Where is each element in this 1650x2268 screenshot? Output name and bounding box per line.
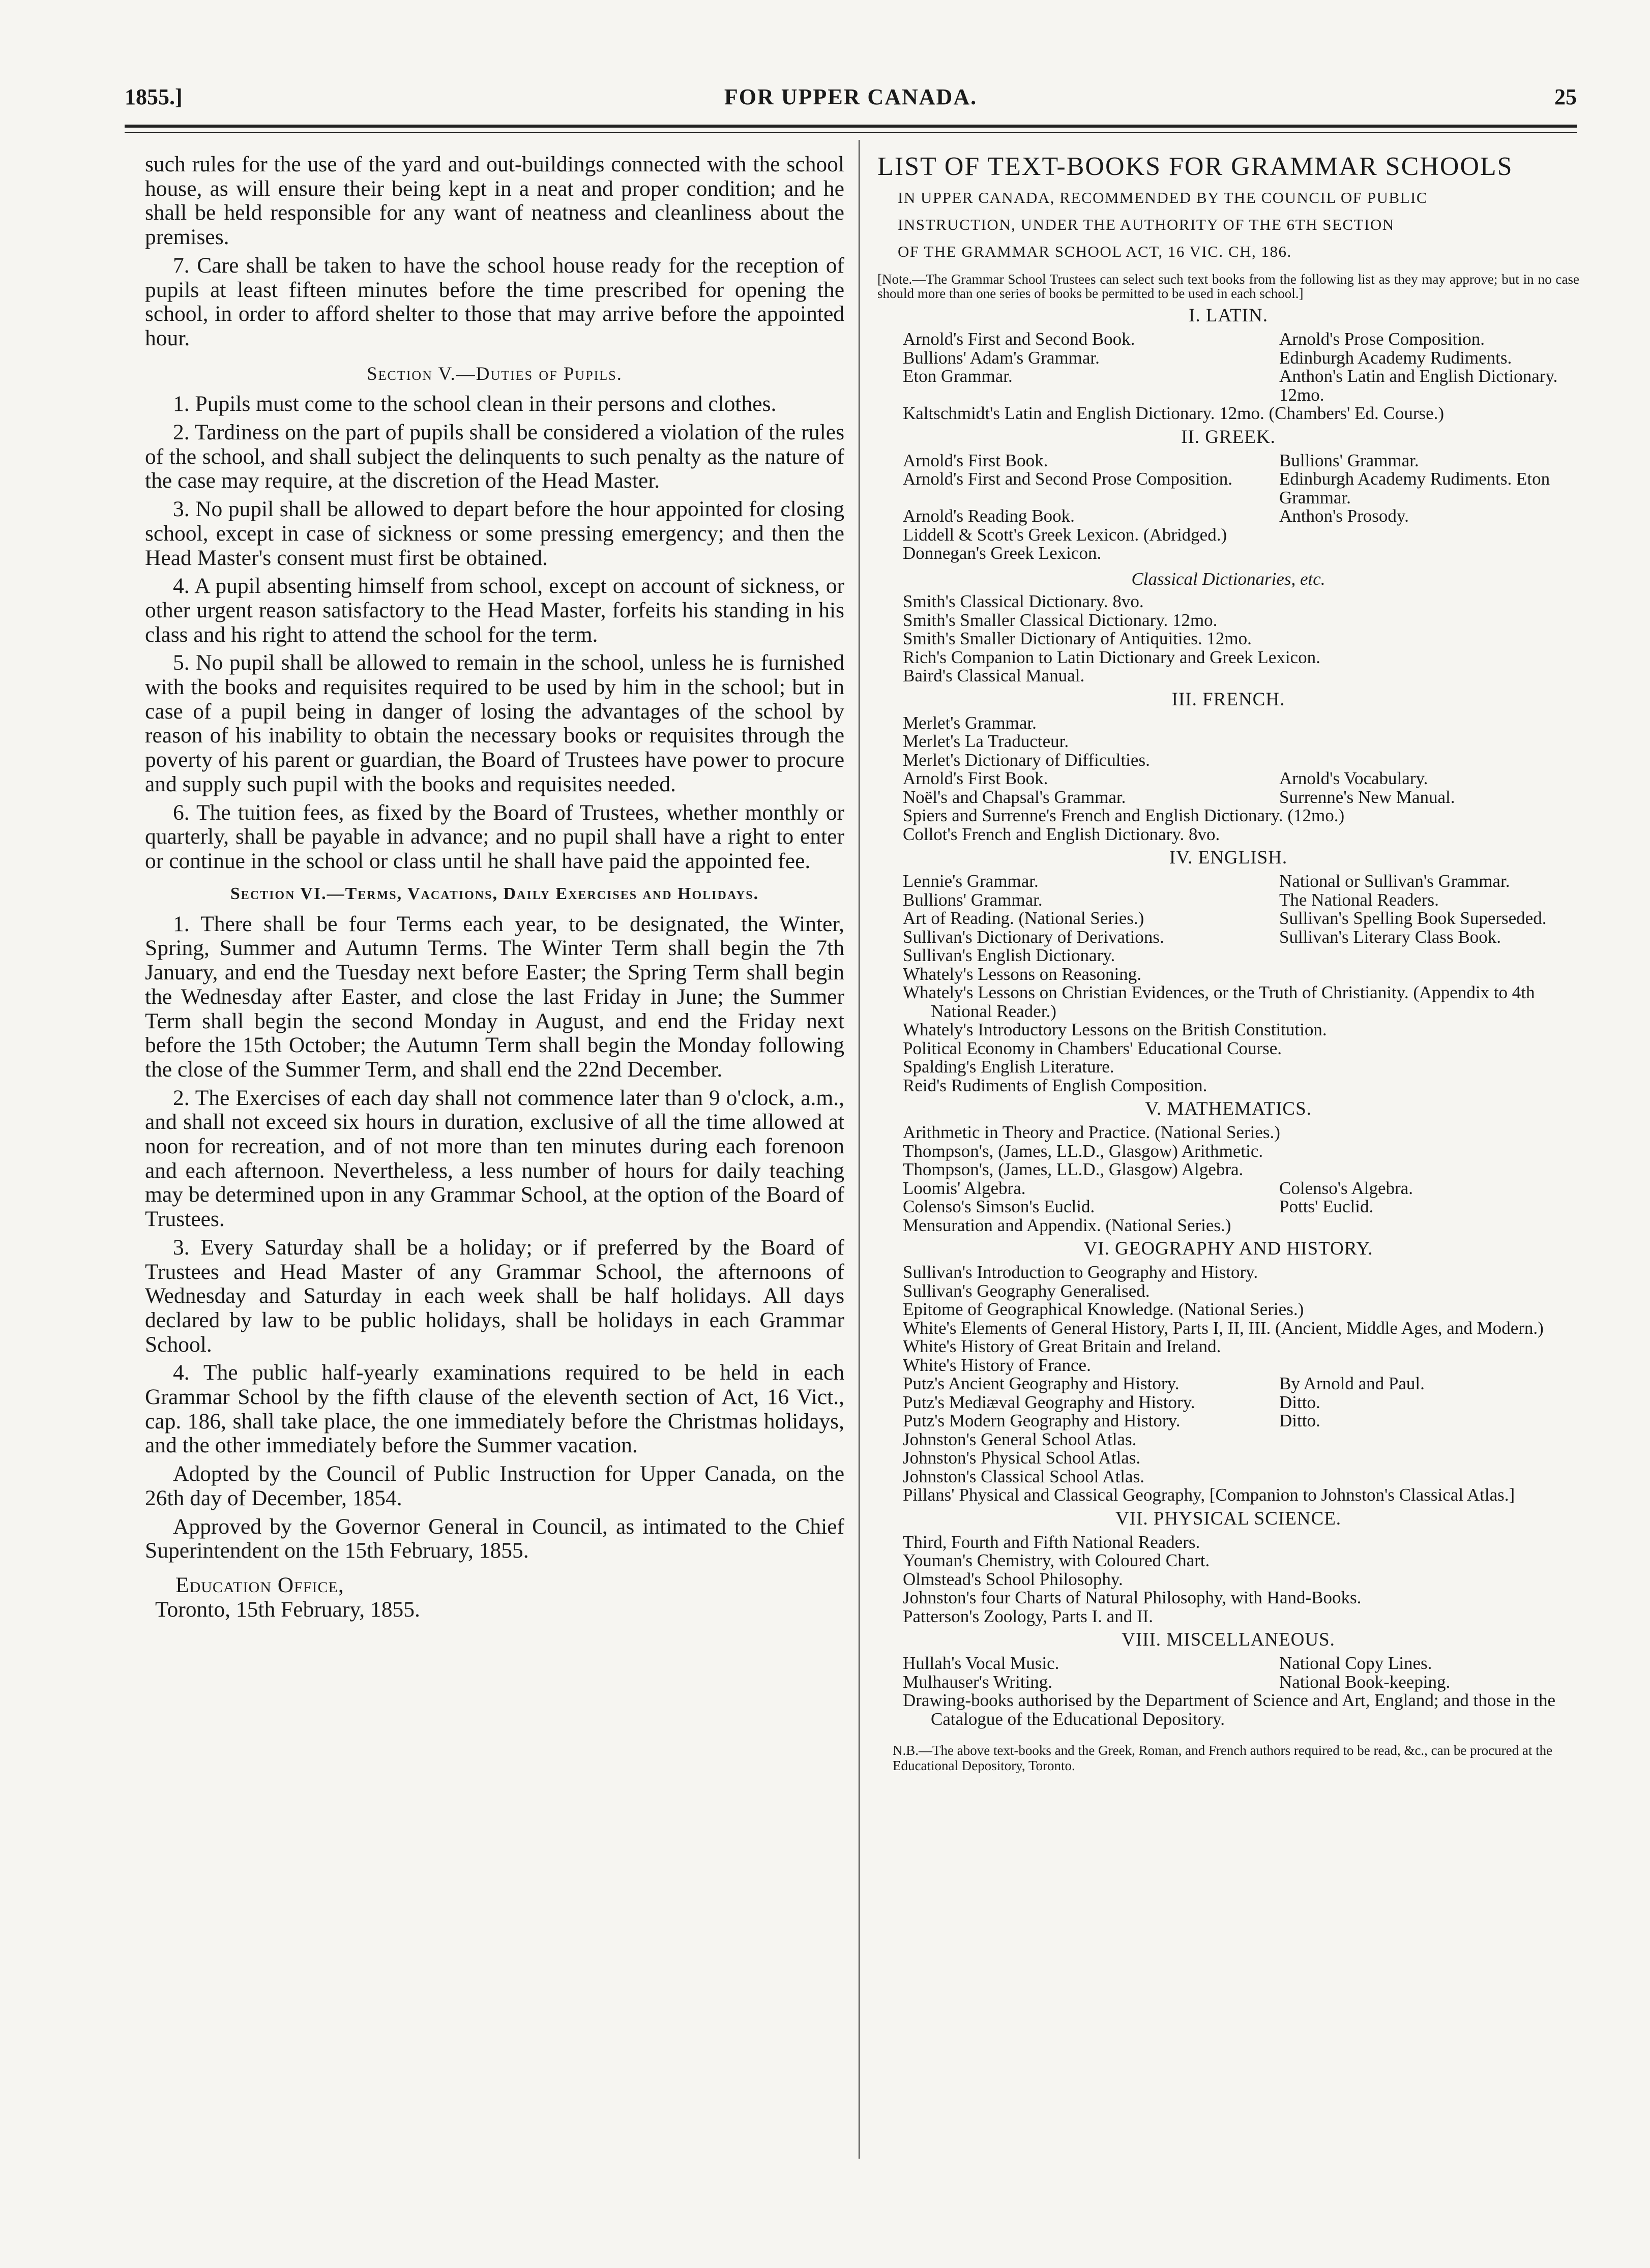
book-entry: Anthon's Latin and English Dictionary. 12mo. (1279, 366, 1558, 405)
section-6-heading: Section VI.—Terms, Vacations, Daily Exercises and Holidays. (230, 884, 759, 903)
book-entry: National Book-keeping. (1279, 1672, 1451, 1692)
greek-heading: II. GREEK. (1181, 426, 1276, 447)
book-entry: The National Readers. (1279, 889, 1439, 910)
book-entry: Spalding's English Literature. (903, 1057, 1114, 1077)
book-entry: Johnston's General School Atlas. (903, 1429, 1137, 1449)
approved-paragraph: Approved by the Governor General in Council, as intimated to the Chief Superintendent on the 15th February, 1855. (145, 1514, 844, 1563)
book-entry: Merlet's Dictionary of Difficulties. (903, 750, 1150, 770)
latin-heading: I. LATIN. (1189, 305, 1268, 326)
book-entry: National Copy Lines. (1279, 1653, 1432, 1673)
book-entry: Mulhauser's Writing. (903, 1672, 1052, 1692)
book-entry: Ditto. (1279, 1411, 1320, 1430)
book-entry: Sullivan's Introduction to Geography and History. (903, 1262, 1258, 1282)
book-row (903, 1412, 1579, 1430)
english-heading: IV. ENGLISH. (1169, 847, 1288, 868)
section-5-item: 1. Pupils must come to the school clean in their persons and clothes. (173, 392, 777, 416)
signature-office: Education Office, (175, 1572, 344, 1597)
book-entry: Sullivan's Literary Class Book. (1279, 927, 1501, 947)
column-divider (859, 140, 860, 2159)
list-subtitle-line: INSTRUCTION, UNDER THE AUTHORITY OF THE 6TH SECTION (898, 216, 1395, 233)
book-entry: Colenso's Algebra. (1279, 1178, 1413, 1198)
book-entry: Arnold's Prose Composition. (1279, 329, 1485, 349)
book-entry: Baird's Classical Manual. (903, 666, 1085, 685)
book-entry: Thompson's, (James, LL.D., Glasgow) Algebra. (903, 1159, 1244, 1179)
book-entry: Arnold's First and Second Book. (903, 329, 1135, 349)
book-entry: By Arnold and Paul. (1279, 1374, 1425, 1393)
classical-list (877, 592, 1579, 685)
book-entry: Hullah's Vocal Music. (903, 1653, 1059, 1673)
book-entry: Youman's Chemistry, with Coloured Chart. (903, 1550, 1210, 1570)
section-5-heading: Section V.—Duties of Pupils. (367, 363, 623, 384)
book-entry: Rich's Companion to Latin Dictionary and Greek Lexicon. (903, 647, 1320, 667)
section-5-item: 6. The tuition fees, as fixed by the Board of Trustees, whether monthly or quarterly, shall be payable in advance; and no pupil shall have a right to enter or continue in the school or class until he shall have paid the appointed fee. (145, 800, 844, 873)
section-5-item: 3. No pupil shall be allowed to depart before the hour appointed for closing school, except in case of sickness or some pressing emergency; and then the Head Master's consent must first be obtained. (145, 497, 844, 570)
book-entry: Sullivan's Geography Generalised. (903, 1280, 1150, 1301)
english-list (877, 872, 1579, 1095)
section-6-item: 2. The Exercises of each day shall not commence later than 9 o'clock, a.m., and shall not exceed six hours in duration, exclusive of all the time allowed at noon for recreation, and of not more than ten minutes during each forenoon and each afternoon. Nevertheless, a less number of hours for daily teaching may be determined upon in any Grammar School, at the option of the Board of Trustees. (145, 1085, 844, 1232)
book-entry: Whately's Lessons on Reasoning. (903, 964, 1142, 984)
book-row (903, 507, 1579, 526)
book-row (903, 1673, 1579, 1692)
book-entry: Potts' Euclid. (1279, 1197, 1374, 1216)
book-entry: Noël's and Chapsal's Grammar. (903, 787, 1126, 807)
book-entry: Bullions' Grammar. (1279, 450, 1419, 470)
book-entry: Edinburgh Academy Rudiments. (1279, 347, 1512, 368)
signature-block (145, 1573, 844, 1622)
physical-science-list (877, 1533, 1579, 1626)
left-column (145, 153, 844, 1622)
book-entry: Third, Fourth and Fifth National Readers. (903, 1532, 1200, 1552)
section-5-item: 4. A pupil absenting himself from school, except on account of sickness, or other urgent reason satisfactory to the Head Master, forfeits his standing in his class and his right to attend the school for the term. (145, 574, 844, 647)
book-row (903, 788, 1579, 807)
header-title: FOR UPPER CANADA. (724, 84, 978, 109)
book-entry: Sullivan's English Dictionary. (903, 945, 1115, 965)
adopted-paragraph: Adopted by the Council of Public Instruction for Upper Canada, on the 26th day of December, 1854. (145, 1461, 844, 1510)
book-entry: Johnston's four Charts of Natural Philosophy, with Hand-Books. (903, 1588, 1362, 1607)
book-entry: Whately's Introductory Lessons on the British Constitution. (903, 1020, 1327, 1039)
book-entry: National or Sullivan's Grammar. (1279, 871, 1510, 891)
book-entry: Spiers and Surrenne's French and English Dictionary. (12mo.) (903, 805, 1345, 825)
book-entry: Merlet's Grammar. (903, 712, 1037, 733)
book-row (903, 349, 1579, 368)
classical-dictionaries-heading: Classical Dictionaries, etc. (1131, 569, 1325, 589)
book-entry: Surrenne's New Manual. (1279, 787, 1455, 807)
book-entry: Arnold's Reading Book. (903, 506, 1075, 526)
book-row (903, 872, 1579, 891)
book-entry: Johnston's Classical School Atlas. (903, 1466, 1144, 1486)
book-entry: Arnold's First Book. (903, 768, 1048, 788)
book-entry: Whately's Lessons on Christian Evidences, or the Truth of Christianity. (Appendix to 4th National Reader.) (903, 982, 1535, 1021)
book-entry: Arnold's First and Second Prose Composition. (903, 469, 1232, 489)
rule-7-paragraph: 7. Care shall be taken to have the school house ready for the reception of pupils at least fifteen minutes before the time prescribed for opening the school, in order to afford shelter to those that may arrive before the appointed hour. (145, 253, 844, 350)
book-entry: Arithmetic in Theory and Practice. (National Series.) (903, 1122, 1280, 1142)
book-entry: Sullivan's Spelling Book Superseded. (1279, 908, 1547, 928)
book-entry: Olmstead's School Philosophy. (903, 1569, 1123, 1589)
book-entry: Putz's Mediæval Geography and History. (903, 1392, 1195, 1412)
running-head (125, 84, 1577, 120)
book-row (903, 330, 1579, 349)
book-entry: Smith's Smaller Dictionary of Antiquities. 12mo. (903, 629, 1252, 648)
book-entry: Collot's French and English Dictionary. 8vo. (903, 824, 1220, 844)
page-number: 25 (1554, 84, 1577, 109)
book-entry: Loomis' Algebra. (903, 1178, 1026, 1198)
book-entry: Bullions' Grammar. (903, 889, 1043, 910)
book-entry: White's Elements of General History, Parts I, II, III. (Ancient, Middle Ages, and Modern.) (903, 1318, 1544, 1338)
book-entry: Political Economy in Chambers' Educational Course. (903, 1038, 1282, 1058)
list-subtitle-line: OF THE GRAMMAR SCHOOL ACT, 16 VIC. CH, 186. (898, 243, 1292, 260)
section-5-item: 2. Tardiness on the part of pupils shall be considered a violation of the rules of the school, and shall subject the delinquents to such penalty as the nature of the case may require, at the discretion of the Head Master. (145, 420, 844, 493)
section-6-item: 1. There shall be four Terms each year, to be designated, the Winter, Spring, Summer and Autumn Terms. The Winter Term shall begin the 7th January, and end the Tuesday next before Easter; the Spring Term shall begin the Wednesday after Easter, and close the last Friday in June; the Summer Term shall begin the second Monday in August, and end the Friday next before the 15th October; the Autumn Term shall begin the Monday following the close of the Summer Term, and shall end the 22nd December. (145, 911, 844, 1082)
latin-list (877, 330, 1579, 423)
mathematics-list (877, 1123, 1579, 1235)
book-entry: Pillans' Physical and Classical Geography, [Companion to Johnston's Classical Atlas.] (903, 1485, 1515, 1505)
book-entry: Patterson's Zoology, Parts I. and II. (903, 1606, 1154, 1626)
book-entry: Arnold's Vocabulary. (1279, 768, 1428, 788)
signature-place: Toronto, 15th February, 1855. (155, 1597, 420, 1622)
book-entry: Reid's Rudiments of English Composition. (903, 1075, 1207, 1095)
book-row (903, 1654, 1579, 1673)
miscellaneous-heading: VIII. MISCELLANEOUS. (1122, 1629, 1335, 1650)
book-entry: Donnegan's Greek Lexicon. (903, 543, 1102, 563)
list-subtitle-line: IN UPPER CANADA, RECOMMENDED BY THE COUNCIL OF PUBLIC (898, 189, 1428, 206)
book-entry: Thompson's, (James, LL.D., Glasgow) Arithmetic. (903, 1141, 1263, 1161)
book-row (903, 367, 1579, 404)
book-row (903, 470, 1579, 507)
book-row (903, 1375, 1579, 1393)
book-entry: Johnston's Physical School Atlas. (903, 1448, 1141, 1468)
book-entry: Epitome of Geographical Knowledge. (National Series.) (903, 1299, 1304, 1319)
right-column (877, 153, 1579, 1773)
section-6-item: 3. Every Saturday shall be a holiday; or if preferred by the Board of Trustees and Head Master of any Grammar School, the afternoons of Wednesday and Saturday in each week shall be half holidays. All days declared by law to be public holidays, shall be holidays in each Grammar School. (145, 1235, 844, 1357)
book-entry: Lennie's Grammar. (903, 871, 1039, 891)
book-entry: Drawing-books authorised by the Department of Science and Art, England; and those in the Catalogue of the Educational Depository. (903, 1690, 1556, 1729)
book-entry: Ditto. (1279, 1392, 1320, 1412)
book-entry: Art of Reading. (National Series.) (903, 908, 1144, 928)
greek-list (877, 452, 1579, 563)
section-5-item: 5. No pupil shall be allowed to remain in the school, unless he is furnished with the books and requisites required to be used by him in the school; but in case of a pupil being in danger of losing the advantages of the school by reason of his inability to obtain the necessary books or requisites through the poverty of his parent or guardian, the Board of Trustees have power to procure and supply such pupil with the books and requisites needed. (145, 650, 844, 796)
book-entry: Smith's Classical Dictionary. 8vo. (903, 591, 1144, 611)
book-row (903, 891, 1579, 910)
book-entry: Sullivan's Dictionary of Derivations. (903, 927, 1164, 947)
book-entry: Smith's Smaller Classical Dictionary. 12mo. (903, 610, 1218, 630)
mathematics-heading: V. MATHEMATICS. (1145, 1098, 1312, 1119)
book-entry: Bullions' Adam's Grammar. (903, 347, 1100, 368)
book-entry: Mensuration and Appendix. (National Series.) (903, 1215, 1231, 1235)
book-entry: Arnold's First Book. (903, 450, 1048, 470)
book-row (903, 1179, 1579, 1198)
book-row (903, 769, 1579, 788)
book-entry: Edinburgh Academy Rudiments. Eton Grammar. (1279, 469, 1550, 508)
french-list (877, 714, 1579, 844)
geography-heading: VI. GEOGRAPHY AND HISTORY. (1083, 1238, 1373, 1259)
header-rule-thick (125, 125, 1577, 128)
header-rule-thin (125, 132, 1577, 133)
book-row (903, 452, 1579, 470)
physical-science-heading: VII. PHYSICAL SCIENCE. (1115, 1508, 1342, 1529)
book-entry: Merlet's La Traducteur. (903, 731, 1069, 751)
section-6-item: 4. The public half-yearly examinations required to be held in each Grammar School by the fifth clause of the eleventh section of Act, 16 Vict., cap. 186, shall take place, the one immediately before the Christmas holidays, and the other immediately before the Summer vacation. (145, 1360, 844, 1458)
geography-list (877, 1263, 1579, 1505)
book-entry: White's History of France. (903, 1355, 1091, 1375)
book-row (903, 1198, 1579, 1216)
book-entry: White's History of Great Britain and Ireland. (903, 1336, 1221, 1356)
intro-paragraph: such rules for the use of the yard and out-buildings connected with the school house, as will ensure their being kept in a neat and proper condition; and he shall be held responsible for any want of neatness and cleanliness about the premises. (145, 152, 844, 250)
book-row (903, 909, 1579, 928)
trustees-note: [Note.—The Grammar School Trustees can select such text books from the following list as they may approve; but in no case should more than one series of books be permitted to be used in each school.] (877, 272, 1579, 301)
book-row (903, 928, 1579, 947)
book-entry: Putz's Modern Geography and History. (903, 1411, 1181, 1430)
book-entry: Putz's Ancient Geography and History. (903, 1374, 1180, 1393)
header-year: 1855.] (125, 84, 183, 109)
book-entry: Colenso's Simson's Euclid. (903, 1197, 1095, 1216)
french-heading: III. FRENCH. (1171, 689, 1285, 710)
miscellaneous-list (877, 1654, 1579, 1728)
nb-footnote: N.B.—The above text-books and the Greek, Roman, and French authors required to be read, &c., can be procured at the Educational Depository, Toronto. (893, 1743, 1553, 1773)
book-entry: Eton Grammar. (903, 366, 1013, 386)
book-entry: Kaltschmidt's Latin and English Dictionary. 12mo. (Chambers' Ed. Course.) (903, 403, 1445, 423)
book-row (903, 1393, 1579, 1412)
book-entry: Anthon's Prosody. (1279, 506, 1409, 526)
text-book-list-title: LIST OF TEXT-BOOKS FOR GRAMMAR SCHOOLS (877, 152, 1513, 181)
book-entry: Liddell & Scott's Greek Lexicon. (Abridged.) (903, 524, 1227, 545)
